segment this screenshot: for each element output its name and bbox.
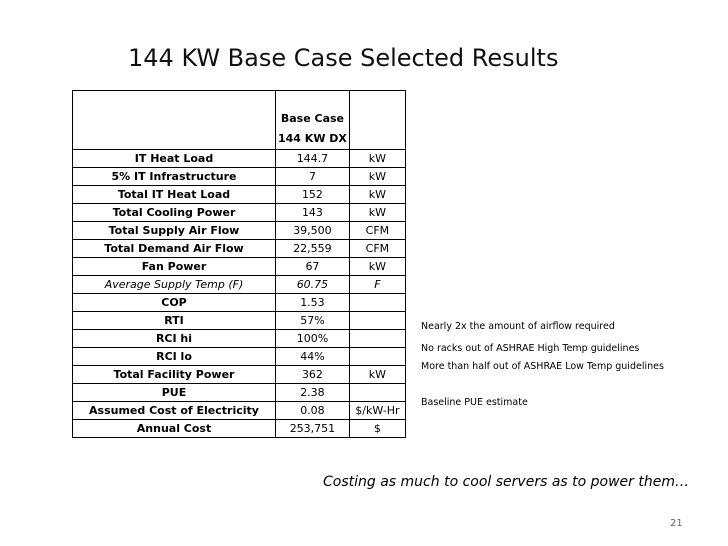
row-unit: [349, 348, 405, 366]
row-unit: [349, 294, 405, 312]
row-label: Total IT Heat Load: [73, 186, 276, 204]
header-cell-base-case: [276, 91, 350, 150]
header-cell-unit: [349, 91, 405, 150]
row-value: 144.7: [276, 150, 350, 168]
row-value: 44%: [276, 348, 350, 366]
row-label: Total Demand Air Flow: [73, 240, 276, 258]
row-unit: kW: [349, 168, 405, 186]
table-row: [73, 402, 406, 420]
row-label: Assumed Cost of Electricity: [73, 402, 276, 420]
row-value: 2.38: [276, 384, 350, 402]
row-value: 362: [276, 366, 350, 384]
row-unit: [349, 330, 405, 348]
row-value: 152: [276, 186, 350, 204]
row-value: 57%: [276, 312, 350, 330]
note-rci-lo: More than half out of ASHRAE Low Temp guidelines: [421, 361, 664, 372]
row-value: 60.75: [276, 276, 350, 294]
table-row: [73, 312, 406, 330]
row-value: 1.53: [276, 294, 350, 312]
row-unit: $/kW-Hr: [349, 402, 405, 420]
row-unit: kW: [349, 204, 405, 222]
table-row: [73, 150, 406, 168]
note-rti: Nearly 2x the amount of airflow required: [421, 321, 615, 332]
page-number: 21: [670, 518, 683, 529]
header-line-1: Base Case: [280, 112, 345, 125]
table-row: [73, 276, 406, 294]
row-unit: F: [349, 276, 405, 294]
row-label: COP: [73, 294, 276, 312]
row-unit: $: [349, 420, 405, 438]
row-value: 39,500: [276, 222, 350, 240]
table-row: [73, 294, 406, 312]
row-unit: [349, 312, 405, 330]
table-row: [73, 330, 406, 348]
row-label: Fan Power: [73, 258, 276, 276]
note-rci-hi: No racks out of ASHRAE High Temp guidelines: [421, 343, 640, 354]
table-row: [73, 366, 406, 384]
row-value: 253,751: [276, 420, 350, 438]
row-label: RTI: [73, 312, 276, 330]
header-cell-blank: [73, 91, 276, 150]
table-row: [73, 384, 406, 402]
row-unit: CFM: [349, 240, 405, 258]
table-row: [73, 420, 406, 438]
slide-title: 144 KW Base Case Selected Results: [128, 44, 559, 72]
row-label: Total Supply Air Flow: [73, 222, 276, 240]
row-value: 143: [276, 204, 350, 222]
row-unit: [349, 384, 405, 402]
footer-note: Costing as much to cool servers as to power them…: [323, 474, 689, 490]
row-label: Annual Cost: [73, 420, 276, 438]
row-unit: kW: [349, 366, 405, 384]
row-label: RCI lo: [73, 348, 276, 366]
header-line-2: 144 KW DX: [278, 132, 347, 145]
note-pue: Baseline PUE estimate: [421, 397, 528, 408]
row-unit: kW: [349, 258, 405, 276]
table-row: [73, 186, 406, 204]
table-row: [73, 168, 406, 186]
table-header-row: [73, 91, 406, 150]
row-label: PUE: [73, 384, 276, 402]
row-label: Total Cooling Power: [73, 204, 276, 222]
row-label: IT Heat Load: [73, 150, 276, 168]
row-value: 67: [276, 258, 350, 276]
results-table: [72, 90, 406, 438]
row-value: 7: [276, 168, 350, 186]
table-row: [73, 222, 406, 240]
row-label: 5% IT Infrastructure: [73, 168, 276, 186]
table-row: [73, 348, 406, 366]
row-label: Average Supply Temp (F): [73, 276, 276, 294]
row-value: 0.08: [276, 402, 350, 420]
row-unit: kW: [349, 150, 405, 168]
table-row: [73, 204, 406, 222]
table-row: [73, 258, 406, 276]
row-unit: kW: [349, 186, 405, 204]
row-unit: CFM: [349, 222, 405, 240]
row-label: RCI hi: [73, 330, 276, 348]
row-label: Total Facility Power: [73, 366, 276, 384]
row-value: 100%: [276, 330, 350, 348]
row-value: 22,559: [276, 240, 350, 258]
table-row: [73, 240, 406, 258]
